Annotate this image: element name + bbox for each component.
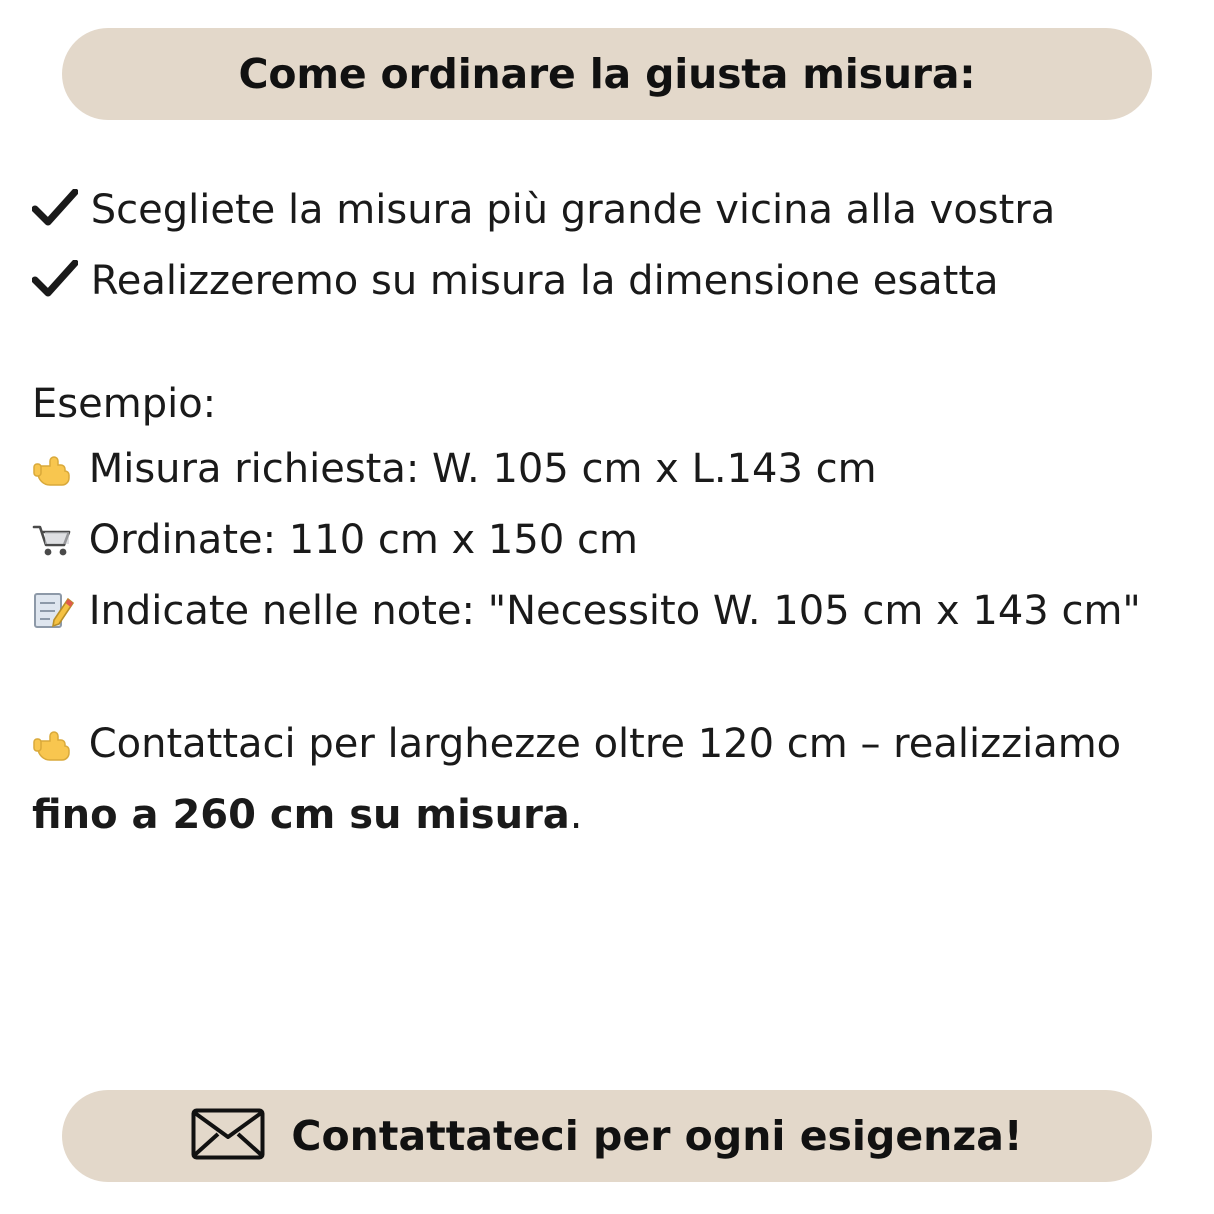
contact-note-emphasis: fino a 260 cm su misura bbox=[32, 792, 570, 838]
shopping-cart-icon bbox=[32, 514, 76, 579]
check-mark-icon bbox=[32, 184, 78, 249]
example-row-label: Ordinate: 110 cm x 150 cm bbox=[88, 517, 638, 563]
bullet-label: Scegliete la misura più grande vicina alla vostra bbox=[90, 187, 1056, 233]
footer-banner[interactable] bbox=[62, 1090, 1152, 1182]
example-row-label: Indicate nelle note: "Necessito W. 105 cm x 143 cm" bbox=[88, 588, 1141, 634]
example-label: Esempio: bbox=[32, 381, 217, 427]
contact-note-tail: . bbox=[569, 792, 583, 838]
example-row bbox=[32, 437, 1192, 508]
spacer bbox=[32, 650, 1192, 712]
page-title: Come ordinare la giusta misura: bbox=[238, 50, 976, 98]
header-banner bbox=[62, 28, 1152, 120]
bullet-item bbox=[32, 178, 1192, 249]
content-body bbox=[32, 178, 1192, 848]
example-row bbox=[32, 579, 1192, 650]
contact-note bbox=[32, 712, 1192, 848]
pointing-hand-icon bbox=[32, 718, 76, 783]
footer-label: Contattateci per ogni esigenza! bbox=[291, 1112, 1023, 1160]
spacer bbox=[32, 320, 1192, 372]
memo-pencil-icon bbox=[32, 585, 76, 650]
contact-note-text: Contattaci per larghezze oltre 120 cm – realizziamo bbox=[88, 721, 1122, 767]
envelope-icon bbox=[191, 1108, 265, 1164]
example-row bbox=[32, 508, 1192, 579]
pointing-hand-icon bbox=[32, 443, 76, 508]
check-mark-icon bbox=[32, 255, 78, 320]
bullet-label: Realizzeremo su misura la dimensione esatta bbox=[90, 258, 999, 304]
bullet-item bbox=[32, 249, 1192, 320]
example-row-label: Misura richiesta: W. 105 cm x L.143 cm bbox=[88, 446, 877, 492]
